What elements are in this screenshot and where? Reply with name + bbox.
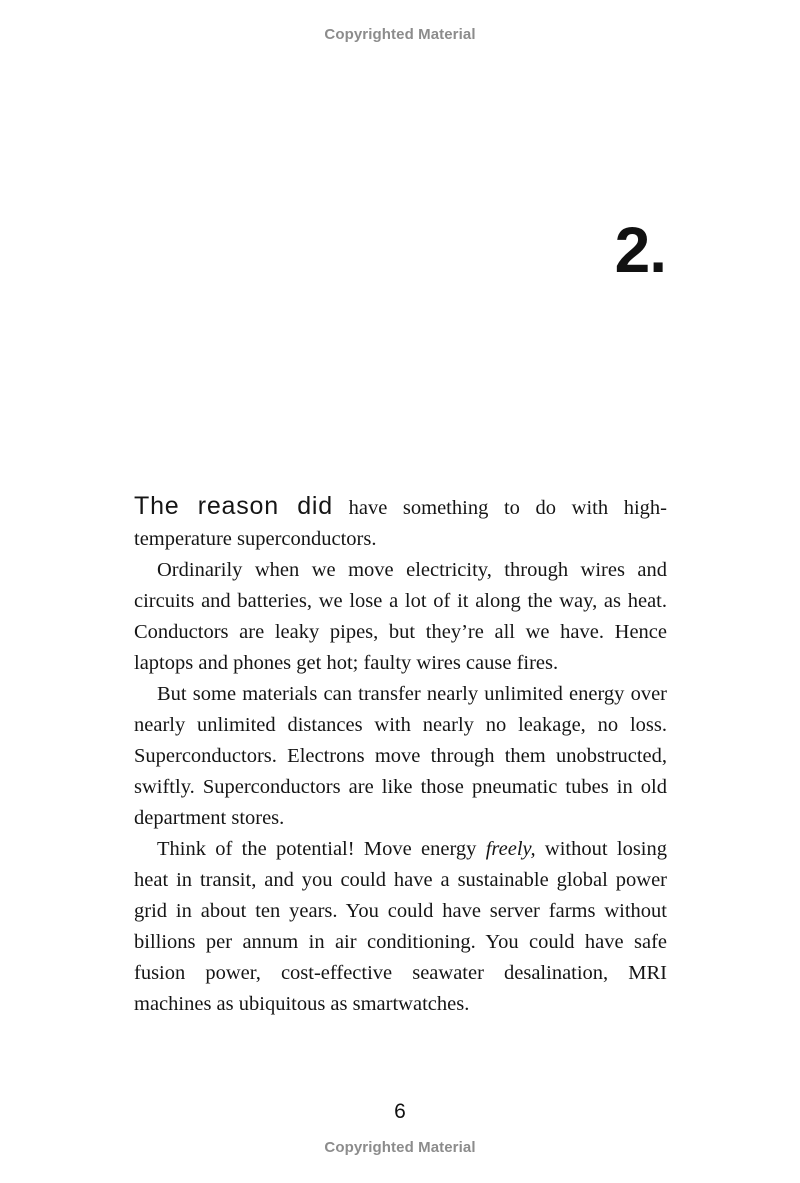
- paragraph-4: [134, 834, 667, 1020]
- chapter-number: 2.: [614, 214, 666, 286]
- copyright-watermark-bottom: Copyrighted Material: [324, 1139, 476, 1156]
- paragraph-4-text-start: Think of the potential! Move energy: [157, 838, 486, 860]
- chapter-body: [134, 491, 667, 1020]
- paragraph-1: [134, 491, 667, 555]
- paragraph-1-text: have something to do with high-temperature superconductors.: [134, 497, 667, 550]
- paragraph-3: But some materials can transfer nearly unlimited energy over nearly unlimited distances with nearly no leakage, no loss. Superconductors. Electrons move through them unobstructed, swiftly. Superconductors are like those pneumatic tubes in old department stores.: [134, 683, 667, 829]
- page-number: 6: [394, 1100, 406, 1123]
- paragraph-2: Ordinarily when we move electricity, through wires and circuits and batteries, we lose a lot of it along the way, as heat. Conductors are leaky pipes, but they’re all we have. Hence laptops and phones get hot; faulty wires cause fires.: [134, 559, 667, 674]
- copyright-watermark-top: Copyrighted Material: [324, 26, 476, 43]
- paragraph-4-text-end: without losing heat in transit, and you could have a sustainable global power grid in about ten years. You could have server farms without billions per annum in air conditioning. You could have safe fusion power, cost-effective seawater desalination, MRI machines as ubiquitous as smartwatches.: [134, 838, 667, 1015]
- emphasis-freely: freely,: [485, 838, 536, 860]
- lead-in-text: The reason did: [134, 492, 333, 520]
